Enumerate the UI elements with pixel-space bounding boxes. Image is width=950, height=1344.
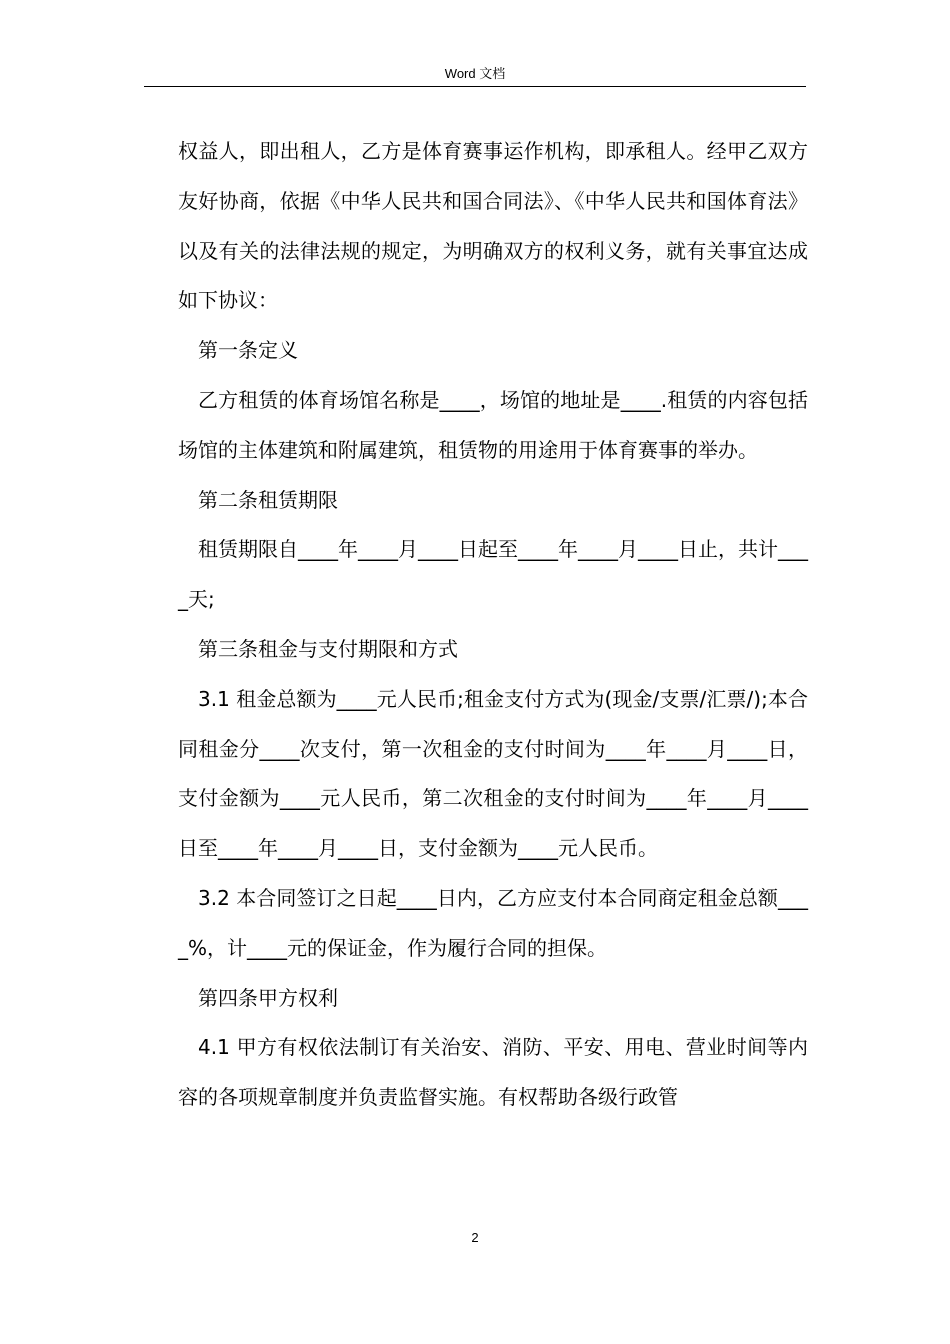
header-divider — [144, 86, 806, 87]
paragraph-3: 乙方租赁的体育场馆名称是____，场馆的地址是____.租赁的内容包括场馆的主体建筑和附属建筑，租赁物的用途用于体育赛事的举办。 — [178, 387, 808, 462]
paragraph-4: 第二条租赁期限 — [198, 487, 338, 512]
page-number: 2 — [471, 1230, 479, 1245]
paragraph-2: 第一条定义 — [198, 338, 298, 363]
document-body — [178, 127, 808, 1123]
paragraph-8: 3.2 本合同签订之日起____日内，乙方应支付本合同商定租金总额____%，计____元的保证金，作为履行合同的担保。 — [178, 885, 808, 960]
paragraph-5: 租赁期限自____年____月____日起至____年____月____日止，共计____天; — [178, 537, 808, 612]
paragraph-1: 权益人，即出租人，乙方是体育赛事运作机构，即承租人。经甲乙双方友好协商，依据《中华人民共和国合同法》、《中华人民共和国体育法》以及有关的法律法规的规定，为明确双方的权利义务，就有关事宜达成如下协议： — [178, 139, 808, 313]
paragraph-10: 4.1 甲方有权依法制订有关治安、消防、平安、用电、营业时间等内容的各项规章制度并负责监督实施。有权帮助各级行政管 — [178, 1035, 808, 1110]
paragraph-9: 第四条甲方权利 — [198, 985, 338, 1010]
paragraph-7: 3.1 租金总额为____元人民币;租金支付方式为(现金/支票/汇票/);本合同租金分____次支付，第一次租金的支付时间为____年____月____日，支付金额为____元人民币，第二次租金的支付时间为____年____月____日至____年____月____日，支付金额为____元人民币。 — [178, 686, 808, 861]
header-title: Word 文档 — [444, 66, 506, 81]
paragraph-6: 第三条租金与支付期限和方式 — [198, 636, 458, 661]
